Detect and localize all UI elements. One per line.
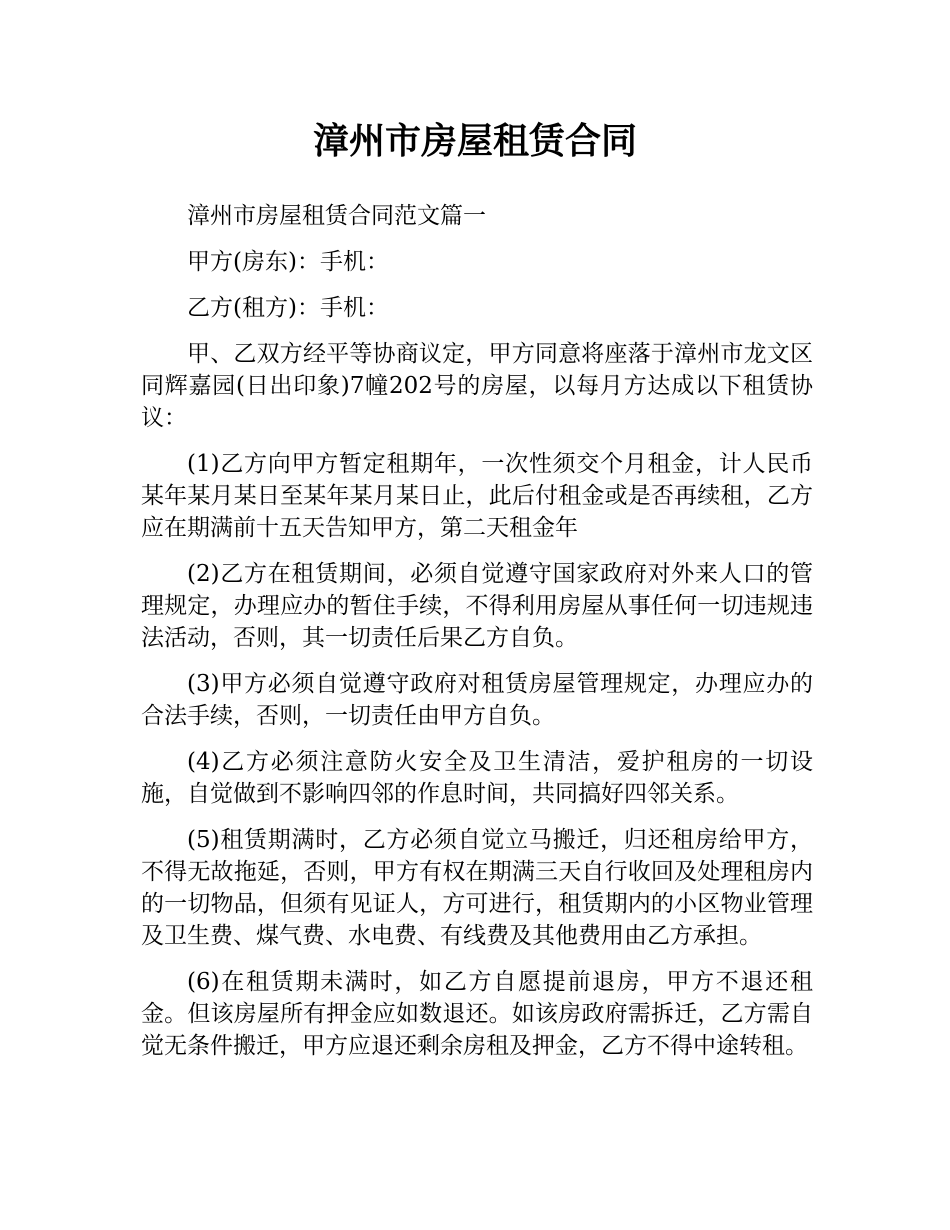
subtitle-paragraph: 漳州市房屋租赁合同范文篇一 bbox=[187, 203, 486, 229]
intro-paragraph: 甲、乙双方经平等协商议定，甲方同意将座落于漳州市龙文区同辉嘉园(日出印象)7幢202号的房屋，以每月方达成以下租赁协议： bbox=[141, 341, 813, 431]
document-title: 漳州市房屋租赁合同 bbox=[312, 121, 637, 162]
clause-3: (3)甲方必须自觉遵守政府对租赁房屋管理规定，办理应办的合法手续，否则，一切责任由甲方自负。 bbox=[141, 671, 813, 729]
clause-6: (6)在租赁期未满时，如乙方自愿提前退房，甲方不退还租金。但该房屋所有押金应如数退还。如该房政府需拆迁，乙方需自觉无条件搬迁，甲方应退还剩余房租及押金，乙方不得中途转租。 bbox=[141, 969, 813, 1059]
document-body bbox=[141, 200, 813, 1076]
clause-1: (1)乙方向甲方暂定租期年，一次性须交个月租金，计人民币某年某月某日至某年某月某日止，此后付租金或是否再续租，乙方应在期满前十五天告知甲方，第二天租金年 bbox=[141, 451, 813, 541]
clause-5: (5)租赁期满时，乙方必须自觉立马搬迁，归还租房给甲方，不得无故拖延，否则，甲方有权在期满三天自行收回及处理租房内的一切物品，但须有见证人，方可进行，租赁期内的小区物业管理及卫生费、煤气费、水电费、有线费及其他费用由乙方承担。 bbox=[141, 827, 813, 949]
clause-4: (4)乙方必须注意防火安全及卫生清洁，爱护租房的一切设施，自觉做到不影响四邻的作息时间，共同搞好四邻关系。 bbox=[141, 749, 813, 807]
party-a-line: 甲方(房东)：手机： bbox=[187, 249, 389, 275]
clause-2: (2)乙方在租赁期间，必须自觉遵守国家政府对外来人口的管理规定，办理应办的暂住手续，不得利用房屋从事任何一切违规违法活动，否则，其一切责任后果乙方自负。 bbox=[141, 561, 813, 651]
party-b-line: 乙方(租方)：手机： bbox=[187, 295, 389, 321]
